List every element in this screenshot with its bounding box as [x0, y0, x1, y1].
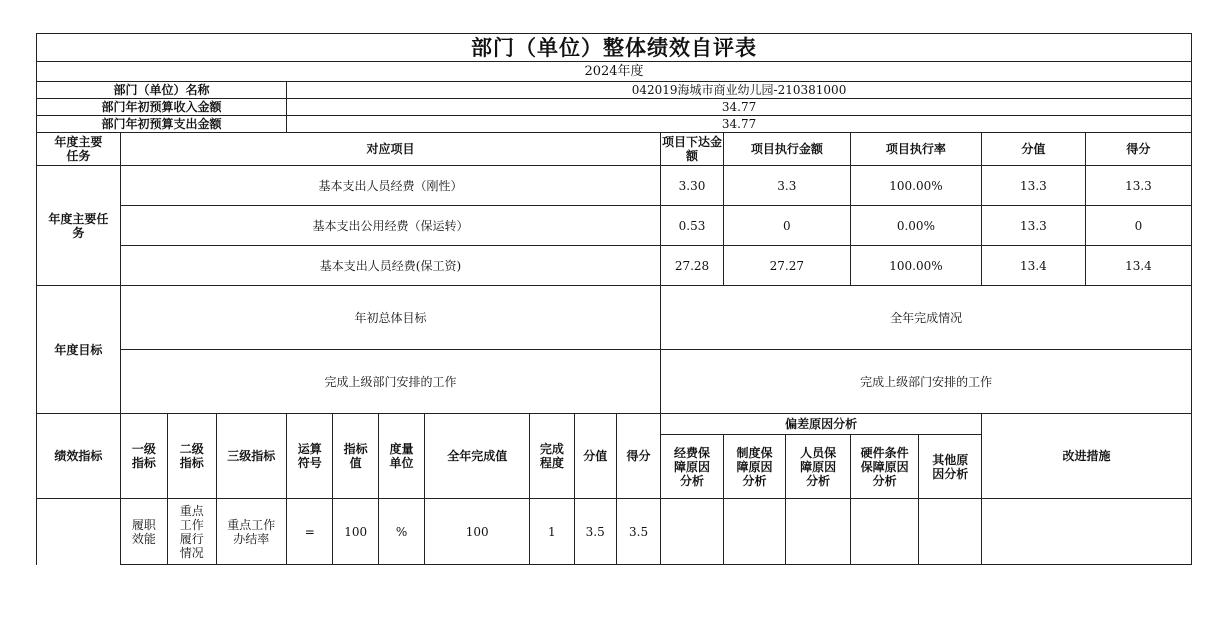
task-section-label: 年度主要任务: [37, 166, 121, 286]
level3-header: 三级指标: [216, 414, 287, 499]
executed-amount-header: 项目执行金额: [723, 133, 850, 166]
dev-other-header: 其他原因分析: [919, 435, 982, 499]
dev-staff-header: 人员保障原因分析: [786, 435, 851, 499]
budget-expense-value: 34.77: [287, 116, 1192, 133]
indicator-section-cell: [37, 499, 121, 565]
indicator-degree: 1: [530, 499, 574, 565]
task-issued: 3.30: [661, 166, 724, 206]
actual-value-header: 全年完成值: [425, 414, 530, 499]
sheet-title: 部门（单位）整体绩效自评表: [37, 34, 1192, 62]
indicator-level2: 重点工作履行情况: [168, 499, 216, 565]
indicator-level3: 重点工作办结率: [216, 499, 287, 565]
indicator-unit: %: [378, 499, 424, 565]
task-header-label: 年度主要任务: [37, 133, 121, 166]
indicator-improvement: [981, 499, 1191, 565]
task-project: 基本支出人员经费(保工资): [120, 246, 661, 286]
task-issued: 0.53: [661, 206, 724, 246]
initial-goal-header: 年初总体目标: [120, 286, 661, 350]
task-row: [37, 246, 1192, 286]
deviation-header: 偏差原因分析: [661, 414, 982, 435]
unit-name-value: 042019海城市商业幼儿园-210381000: [287, 82, 1192, 99]
task-score: 13.3: [1085, 166, 1191, 206]
indicator-actual: 100: [425, 499, 530, 565]
indicator-score: 3.5: [616, 499, 660, 565]
indicator-dev-hardware: [850, 499, 919, 565]
indicator-row: [37, 499, 1192, 565]
completion-value: 完成上级部门安排的工作: [661, 350, 1192, 414]
indicator-score-header: 得分: [616, 414, 660, 499]
initial-goal-value: 完成上级部门安排的工作: [120, 350, 661, 414]
dev-hardware-header: 硬件条件保障原因分析: [850, 435, 919, 499]
score-value-header: 分值: [981, 133, 1085, 166]
fiscal-year: 2024年度: [37, 62, 1192, 82]
indicator-score-value-header: 分值: [574, 414, 616, 499]
indicator-dev-other: [919, 499, 982, 565]
indicator-target: 100: [333, 499, 378, 565]
indicator-level1: 履职效能: [120, 499, 167, 565]
task-project: 基本支出公用经费（保运转）: [120, 206, 661, 246]
indicator-operator: =: [287, 499, 333, 565]
task-rate: 0.00%: [850, 206, 981, 246]
task-rate: 100.00%: [850, 166, 981, 206]
task-score: 13.4: [1085, 246, 1191, 286]
budget-income-label: 部门年初预算收入金额: [37, 99, 287, 116]
score-header: 得分: [1085, 133, 1191, 166]
target-header: 指标值: [333, 414, 378, 499]
evaluation-table: [36, 33, 1192, 565]
task-row: [37, 206, 1192, 246]
indicator-dev-funding: [661, 499, 724, 565]
execution-rate-header: 项目执行率: [850, 133, 981, 166]
task-issued: 27.28: [661, 246, 724, 286]
improvement-header: 改进措施: [981, 414, 1191, 499]
indicator-dev-staff: [786, 499, 851, 565]
task-executed: 0: [723, 206, 850, 246]
dev-funding-header: 经费保障原因分析: [661, 435, 724, 499]
task-rate: 100.00%: [850, 246, 981, 286]
task-score: 0: [1085, 206, 1191, 246]
task-executed: 27.27: [723, 246, 850, 286]
self-evaluation-sheet: [36, 33, 1192, 565]
unit-name-label: 部门（单位）名称: [37, 82, 287, 99]
operator-header: 运算符号: [287, 414, 333, 499]
unit-header: 度量单位: [378, 414, 424, 499]
level2-header: 二级指标: [168, 414, 216, 499]
task-row: [37, 166, 1192, 206]
dev-system-header: 制度保障原因分析: [723, 435, 786, 499]
annual-goal-label: 年度目标: [37, 286, 121, 414]
task-score-value: 13.4: [981, 246, 1085, 286]
level1-header: 一级指标: [120, 414, 167, 499]
completion-header: 全年完成情况: [661, 286, 1192, 350]
project-header: 对应项目: [120, 133, 661, 166]
task-score-value: 13.3: [981, 206, 1085, 246]
indicator-score-value: 3.5: [574, 499, 616, 565]
indicator-section-label: 绩效指标: [37, 414, 121, 499]
budget-income-value: 34.77: [287, 99, 1192, 116]
issued-amount-header: 项目下达金额: [661, 133, 724, 166]
degree-header: 完成程度: [530, 414, 574, 499]
task-score-value: 13.3: [981, 166, 1085, 206]
budget-expense-label: 部门年初预算支出金额: [37, 116, 287, 133]
indicator-dev-system: [723, 499, 786, 565]
task-project: 基本支出人员经费（刚性）: [120, 166, 661, 206]
task-executed: 3.3: [723, 166, 850, 206]
